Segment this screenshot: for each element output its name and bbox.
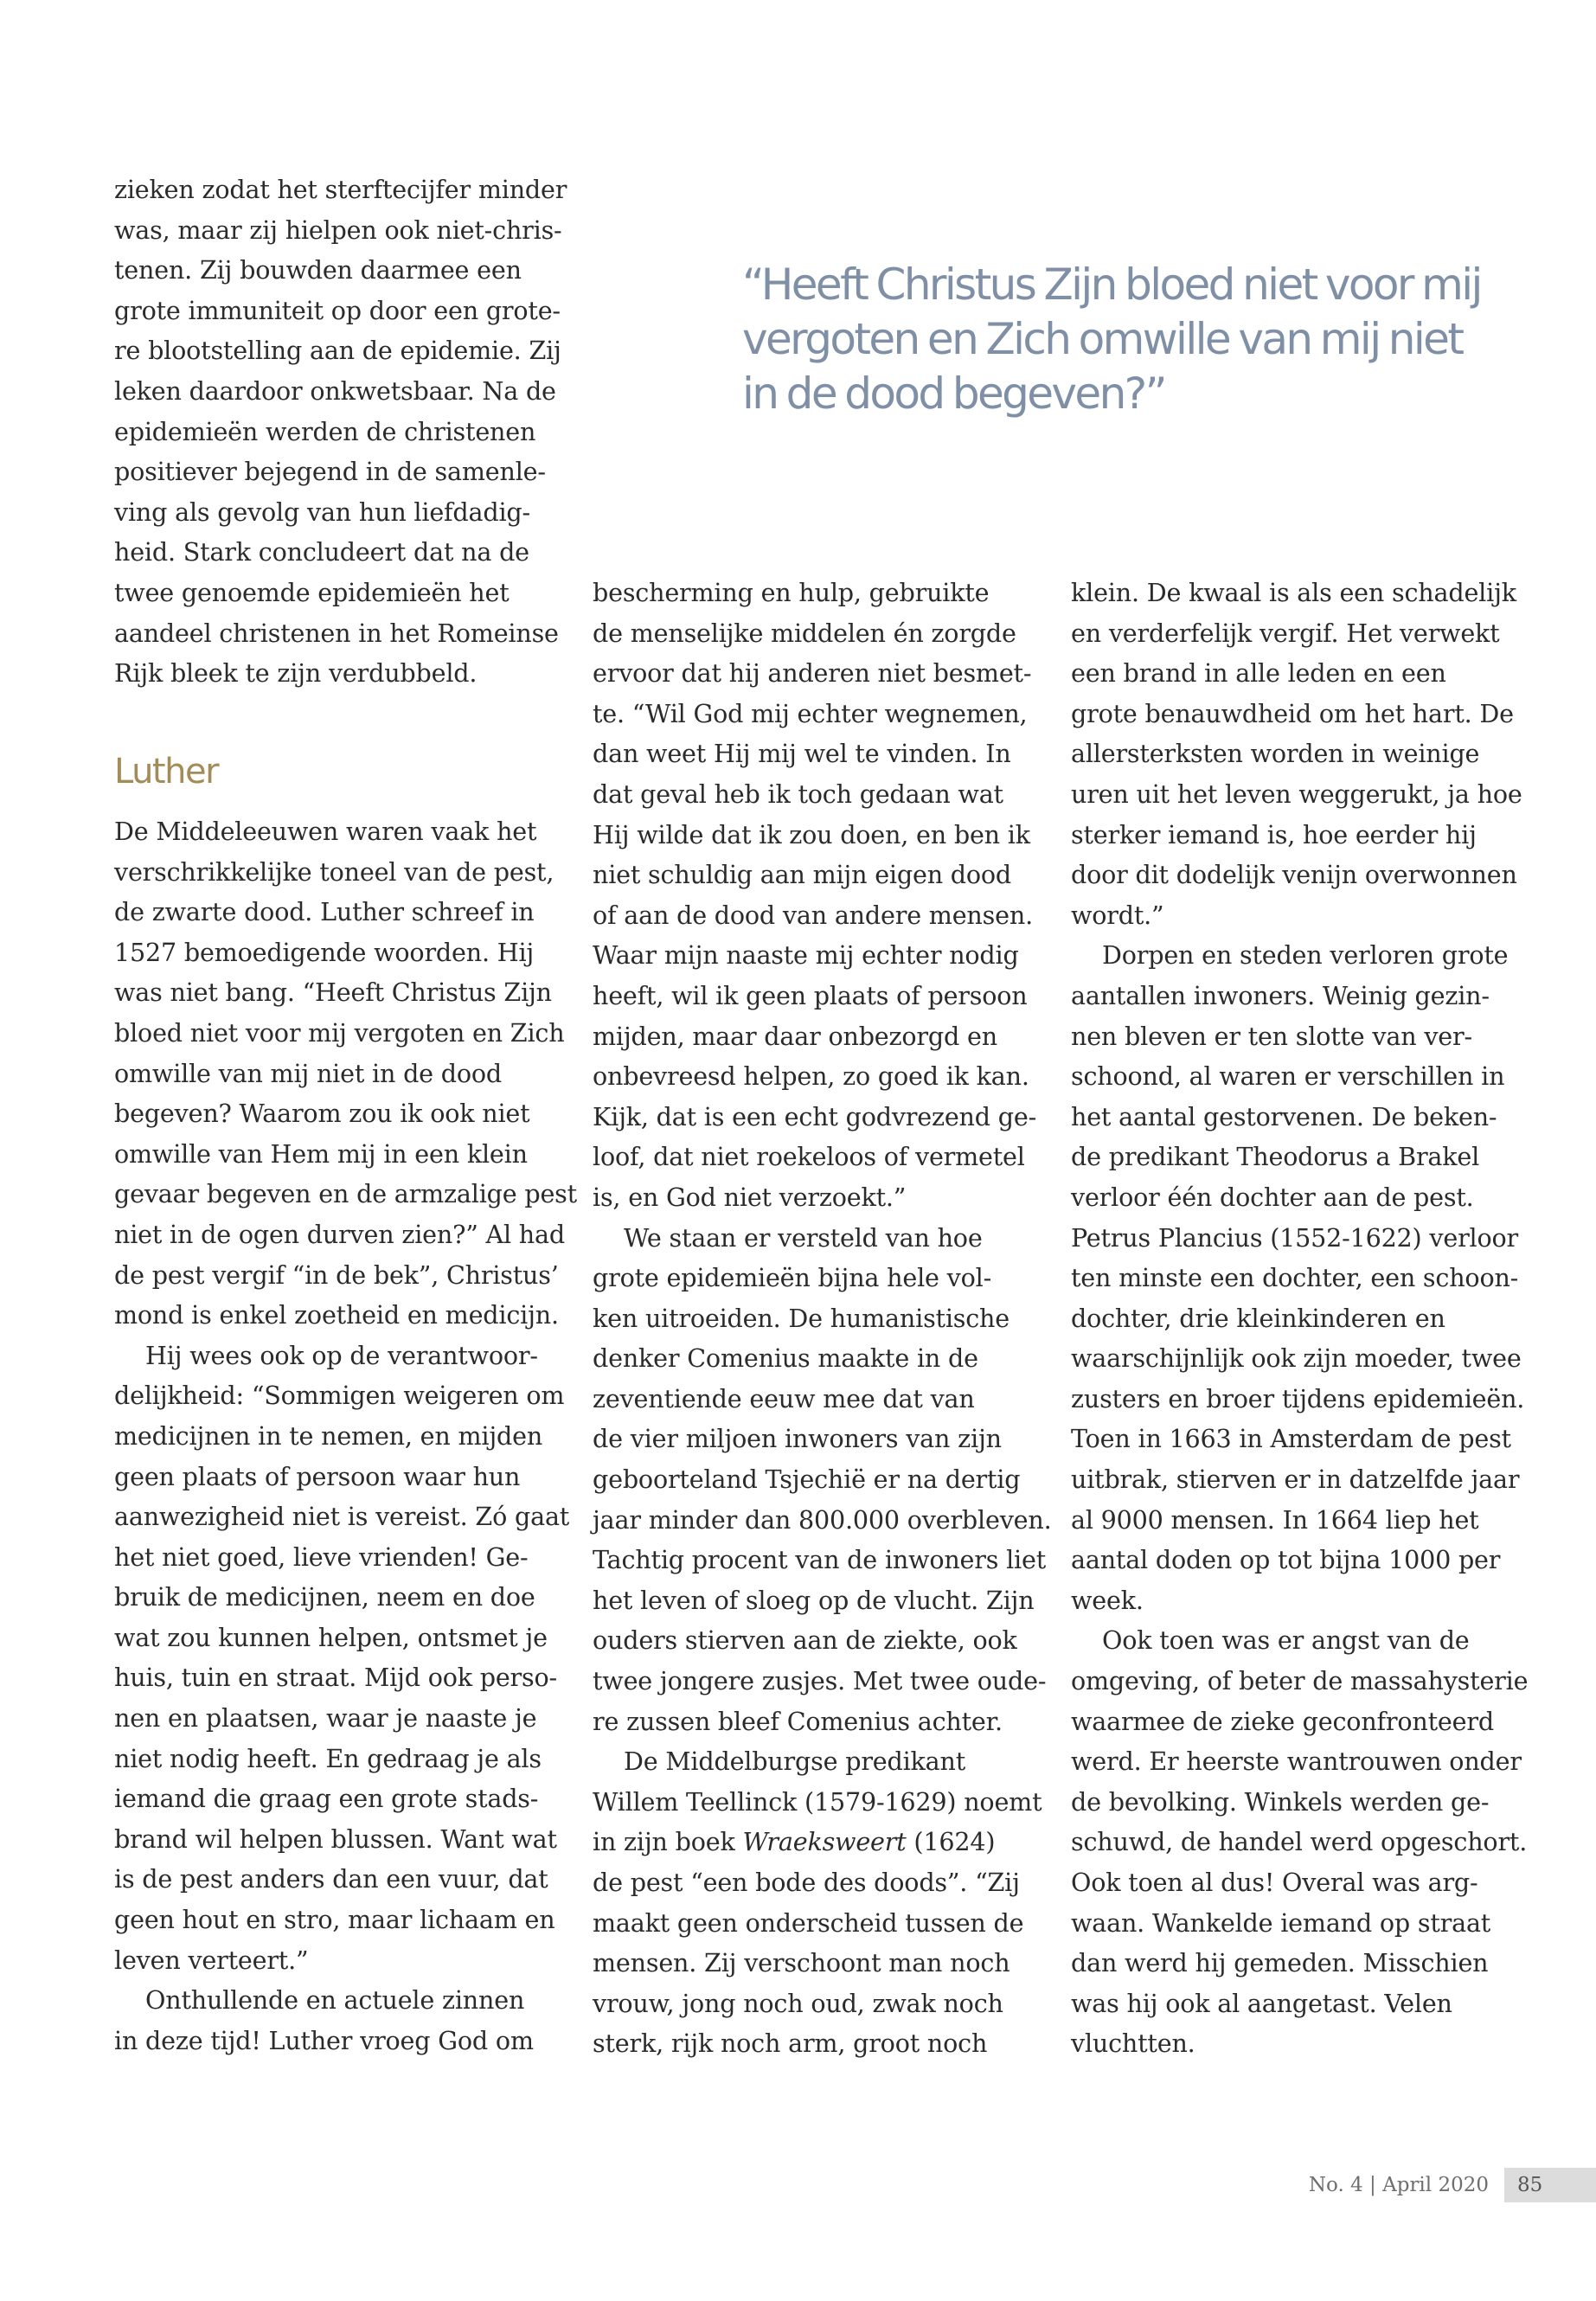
text-line: nen bleven er ten slotte van ver- <box>1071 1021 1472 1051</box>
text-line: wat zou kunnen helpen, ontsmet je <box>114 1622 548 1652</box>
text-line: bescherming en hulp, gebruikte <box>593 578 990 607</box>
text-line: wordt.” <box>1071 900 1164 930</box>
text-line <box>593 1822 1051 1862</box>
column-1-bottom <box>114 811 577 2061</box>
text-line: zeventiende eeuw mee dat van <box>593 1383 975 1413</box>
text-line: 1527 bemoedigende woorden. Hij <box>114 937 535 967</box>
text-line: zusters en broer tijdens epidemieën. <box>1071 1383 1525 1413</box>
text-line: epidemieën werden de christenen <box>114 416 536 446</box>
text-line: re blootstelling aan de epidemie. Zij <box>114 336 561 366</box>
text-line: niet nodig heeft. En gedraag je als <box>114 1743 542 1773</box>
text-line: vluchtten. <box>1071 2029 1195 2059</box>
text-line: dat geval heb ik toch gedaan wat <box>593 779 1003 809</box>
text-line: klein. De kwaal is als een schadelijk <box>1071 578 1516 607</box>
pull-quote-line: vergoten en Zich omwille van mij niet <box>742 314 1463 364</box>
text-line: is, en God niet verzoekt.” <box>593 1182 907 1212</box>
text-line: bloed niet voor mij vergoten en Zich <box>114 1017 565 1048</box>
text-line: allersterksten worden in weinige <box>1071 739 1480 769</box>
text-line: ving als gevolg van hun liefdadig- <box>114 497 530 527</box>
text-line: omwille van Hem mij in een klein <box>114 1138 528 1169</box>
text-line: het niet goed, lieve vrienden! Ge- <box>114 1541 529 1572</box>
text-line: is de pest anders dan een vuur, dat <box>114 1864 548 1894</box>
page-number: 85 <box>1504 2168 1596 2202</box>
text-line: niet schuldig aan mijn eigen dood <box>593 860 1012 890</box>
text-line: aantallen inwoners. Weinig gezin- <box>1071 980 1490 1010</box>
text-line: Hij wilde dat ik zou doen, en ben ik <box>593 819 1030 849</box>
text-line: leven verteert.” <box>114 1945 309 1975</box>
text-line: was, maar zij hielpen ook niet-chris- <box>114 215 562 245</box>
text-line: het leven of sloeg op de vlucht. Zijn <box>593 1585 1035 1615</box>
text-line: denker Comenius maakte in de <box>593 1343 978 1374</box>
text-line: Kijk, dat is een echt godvrezend ge- <box>593 1101 1037 1131</box>
pull-quote-line: in de dood begeven?” <box>742 369 1165 419</box>
pull-quote-line: “Heeft Christus Zijn bloed niet voor mij <box>742 260 1481 310</box>
text-line: week. <box>1071 1585 1144 1615</box>
text-line: gevaar begeven en de armzalige pest <box>114 1179 577 1209</box>
text-line: werd. Er heerste wantrouwen onder <box>1071 1747 1522 1777</box>
text-line: brand wil helpen blussen. Want wat <box>114 1823 557 1854</box>
text-line: heid. Stark concludeert dat na de <box>114 537 529 567</box>
text-line: omgeving, of beter de massahysterie <box>1071 1666 1529 1696</box>
text-line: Tachtig procent van de inwoners liet <box>593 1545 1047 1575</box>
text-line: Willem Teellinck (1579-1629) noemt <box>593 1786 1042 1817</box>
text-line: onbevreesd helpen, zo goed ik kan. <box>593 1061 1029 1092</box>
text-line: medicijnen in te nemen, en mijden <box>114 1420 543 1451</box>
text-line: geen plaats of persoon waar hun <box>114 1461 521 1491</box>
text-line: mensen. Zij verschoont man noch <box>593 1948 1010 1978</box>
text-line: re zussen bleef Comenius achter. <box>593 1706 1003 1736</box>
text-line: mond is enkel zoetheid en medicijn. <box>114 1300 559 1330</box>
text-line: twee genoemde epidemieën het <box>114 577 510 607</box>
text-line: niet in de ogen durven zien?” Al had <box>114 1219 565 1249</box>
text-line: iemand die graag een grote stads- <box>114 1784 539 1814</box>
text-line: de predikant Theodorus a Brakel <box>1071 1142 1480 1172</box>
text-line: was hij ook al aangetast. Velen <box>1071 1988 1452 2018</box>
text-line: ten minste een dochter, een schoon- <box>1071 1263 1519 1293</box>
footer-issue-info <box>1309 2168 1489 2202</box>
text-line: de pest vergif “in de bek”, Christus’ <box>114 1259 559 1290</box>
text-line: aanwezigheid niet is vereist. Zó gaat <box>114 1502 570 1532</box>
text-line: vrouw, jong noch oud, zwak noch <box>593 1988 1003 2018</box>
text-line: waarmee de zieke geconfronteerd <box>1071 1706 1494 1736</box>
book-title: Wraeksweert <box>742 1827 907 1857</box>
text-line: ouders stierven aan de ziekte, ook <box>593 1625 1017 1656</box>
column-2 <box>593 573 1051 2064</box>
text-line: dan weet Hij mij wel te vinden. In <box>593 739 1011 769</box>
text-line: ken uitroeiden. De humanistische <box>593 1303 1010 1333</box>
text-line: het aantal gestorvenen. De beken- <box>1071 1101 1497 1131</box>
text-line: De Middeleeuwen waren vaak het <box>114 817 537 846</box>
text-line: de zwarte dood. Luther schreef in <box>114 897 535 927</box>
text-line: de pest “een bode des doods”. “Zij <box>593 1868 1020 1897</box>
text-line: jaar minder dan 800.000 overbleven. <box>593 1504 1052 1535</box>
text-line: grote epidemieën bijna hele vol- <box>593 1263 992 1293</box>
text-line: sterk, rijk noch arm, groot noch <box>593 2029 988 2059</box>
text-line: omwille van mij niet in de dood <box>114 1058 503 1088</box>
footer-date: April 2020 <box>1382 2174 1489 2196</box>
text-line: verloor één dochter aan de pest. <box>1071 1182 1474 1212</box>
column-3 <box>1071 573 1528 2064</box>
text-line: aandeel christenen in het Romeinse <box>114 618 559 648</box>
text-line: geen hout en stro, maar lichaam en <box>114 1905 555 1935</box>
text-line: maakt geen onderscheid tussen de <box>593 1907 1024 1938</box>
text-line: zieken zodat het sterftecijfer minder <box>114 175 567 204</box>
text-line: nen en plaatsen, waar je naaste je <box>114 1703 537 1734</box>
text-line: de vier miljoen inwoners van zijn <box>593 1424 1002 1454</box>
text-line: Petrus Plancius (1552-1622) verloor <box>1071 1222 1518 1253</box>
text-line: verschrikkelijke toneel van de pest, <box>114 856 554 887</box>
text-line: dochter, drie kleinkinderen en <box>1071 1303 1445 1333</box>
text-line: waarschijnlijk ook zijn moeder, twee <box>1071 1343 1522 1374</box>
text-line: geboorteland Tsjechië er na dertig <box>593 1465 1021 1495</box>
footer-issue: No. 4 <box>1308 2174 1363 2196</box>
text-line: loof, dat niet roekeloos of vermetel <box>593 1142 1025 1172</box>
text-line: schoond, al waren er verschillen in <box>1071 1061 1505 1092</box>
pull-quote <box>742 258 1481 421</box>
text-line: bruik de medicijnen, neem en doe <box>114 1582 535 1612</box>
text-line: uren uit het leven weggerukt, ja hoe <box>1071 779 1522 809</box>
text-line: schuwd, de handel werd opgeschort. <box>1071 1827 1528 1857</box>
text-line: Ook toen al dus! Overal was arg- <box>1071 1868 1478 1897</box>
text-line: ervoor dat hij anderen niet besmet- <box>593 658 1032 689</box>
section-heading: Luther <box>114 752 219 792</box>
text-line: de menselijke middelen én zorgde <box>593 618 1016 648</box>
text-line: al 9000 mensen. In 1664 liep het <box>1071 1504 1479 1535</box>
text-line: was niet bang. “Heeft Christus Zijn <box>114 977 552 1008</box>
text-line: de bevolking. Winkels werden ge- <box>1071 1786 1490 1817</box>
text-line: Waar mijn naaste mij echter nodig <box>593 940 1019 971</box>
text-line: Hij wees ook op de verantwoor- <box>145 1340 538 1370</box>
text-line: Dorpen en steden verloren grote <box>1102 940 1509 971</box>
text-line: Onthullende en actuele zinnen <box>145 1985 525 2016</box>
text-line: De Middelburgse predikant <box>624 1747 966 1777</box>
text-line: We staan er versteld van hoe <box>624 1222 983 1253</box>
text-line: twee jongere zusjes. Met twee oude- <box>593 1666 1047 1696</box>
text-line: Ook toen was er angst van de <box>1102 1625 1470 1656</box>
text-line: heeft, wil ik geen plaats of persoon <box>593 980 1028 1010</box>
text-line: begeven? Waarom zou ik ook niet <box>114 1099 530 1129</box>
text-line: grote benauwdheid om het hart. De <box>1071 698 1514 728</box>
text-line: delijkheid: “Sommigen weigeren om <box>114 1381 565 1411</box>
text-line: een brand in alle leden en een <box>1071 658 1446 689</box>
text-segment: (1624) <box>906 1827 996 1857</box>
text-line: grote immuniteit op door een grote- <box>114 295 561 325</box>
text-line: uitbrak, stierven er in datzelfde jaar <box>1071 1465 1520 1495</box>
text-line: sterker iemand is, hoe eerder hij <box>1071 819 1477 849</box>
text-line: of aan de dood van andere mensen. <box>593 900 1033 930</box>
text-line: dan werd hij gemeden. Misschien <box>1071 1948 1489 1978</box>
text-segment: in zijn boek <box>593 1827 735 1857</box>
column-1-top <box>114 170 567 694</box>
text-line: leken daardoor onkwetsbaar. Na de <box>114 375 556 406</box>
text-line: positiever bejegend in de samenle- <box>114 457 546 487</box>
text-line: mijden, maar daar onbezorgd en <box>593 1021 997 1051</box>
footer-separator: | <box>1369 2174 1376 2196</box>
text-line: door dit dodelijk venijn overwonnen <box>1071 860 1517 890</box>
text-line: tenen. Zij bouwden daarmee een <box>114 255 522 285</box>
text-line: Toen in 1663 in Amsterdam de pest <box>1071 1424 1511 1454</box>
text-line: in deze tijd! Luther vroeg God om <box>114 2025 534 2055</box>
text-line: waan. Wankelde iemand op straat <box>1071 1907 1491 1938</box>
text-line: te. “Wil God mij echter wegnemen, <box>593 698 1028 728</box>
text-line: en verderfelijk vergif. Het verwekt <box>1071 618 1500 648</box>
text-line: aantal doden op tot bijna 1000 per <box>1071 1545 1501 1575</box>
text-line: Rijk bleek te zijn verdubbeld. <box>114 658 478 689</box>
text-line: huis, tuin en straat. Mijd ook perso- <box>114 1663 557 1693</box>
